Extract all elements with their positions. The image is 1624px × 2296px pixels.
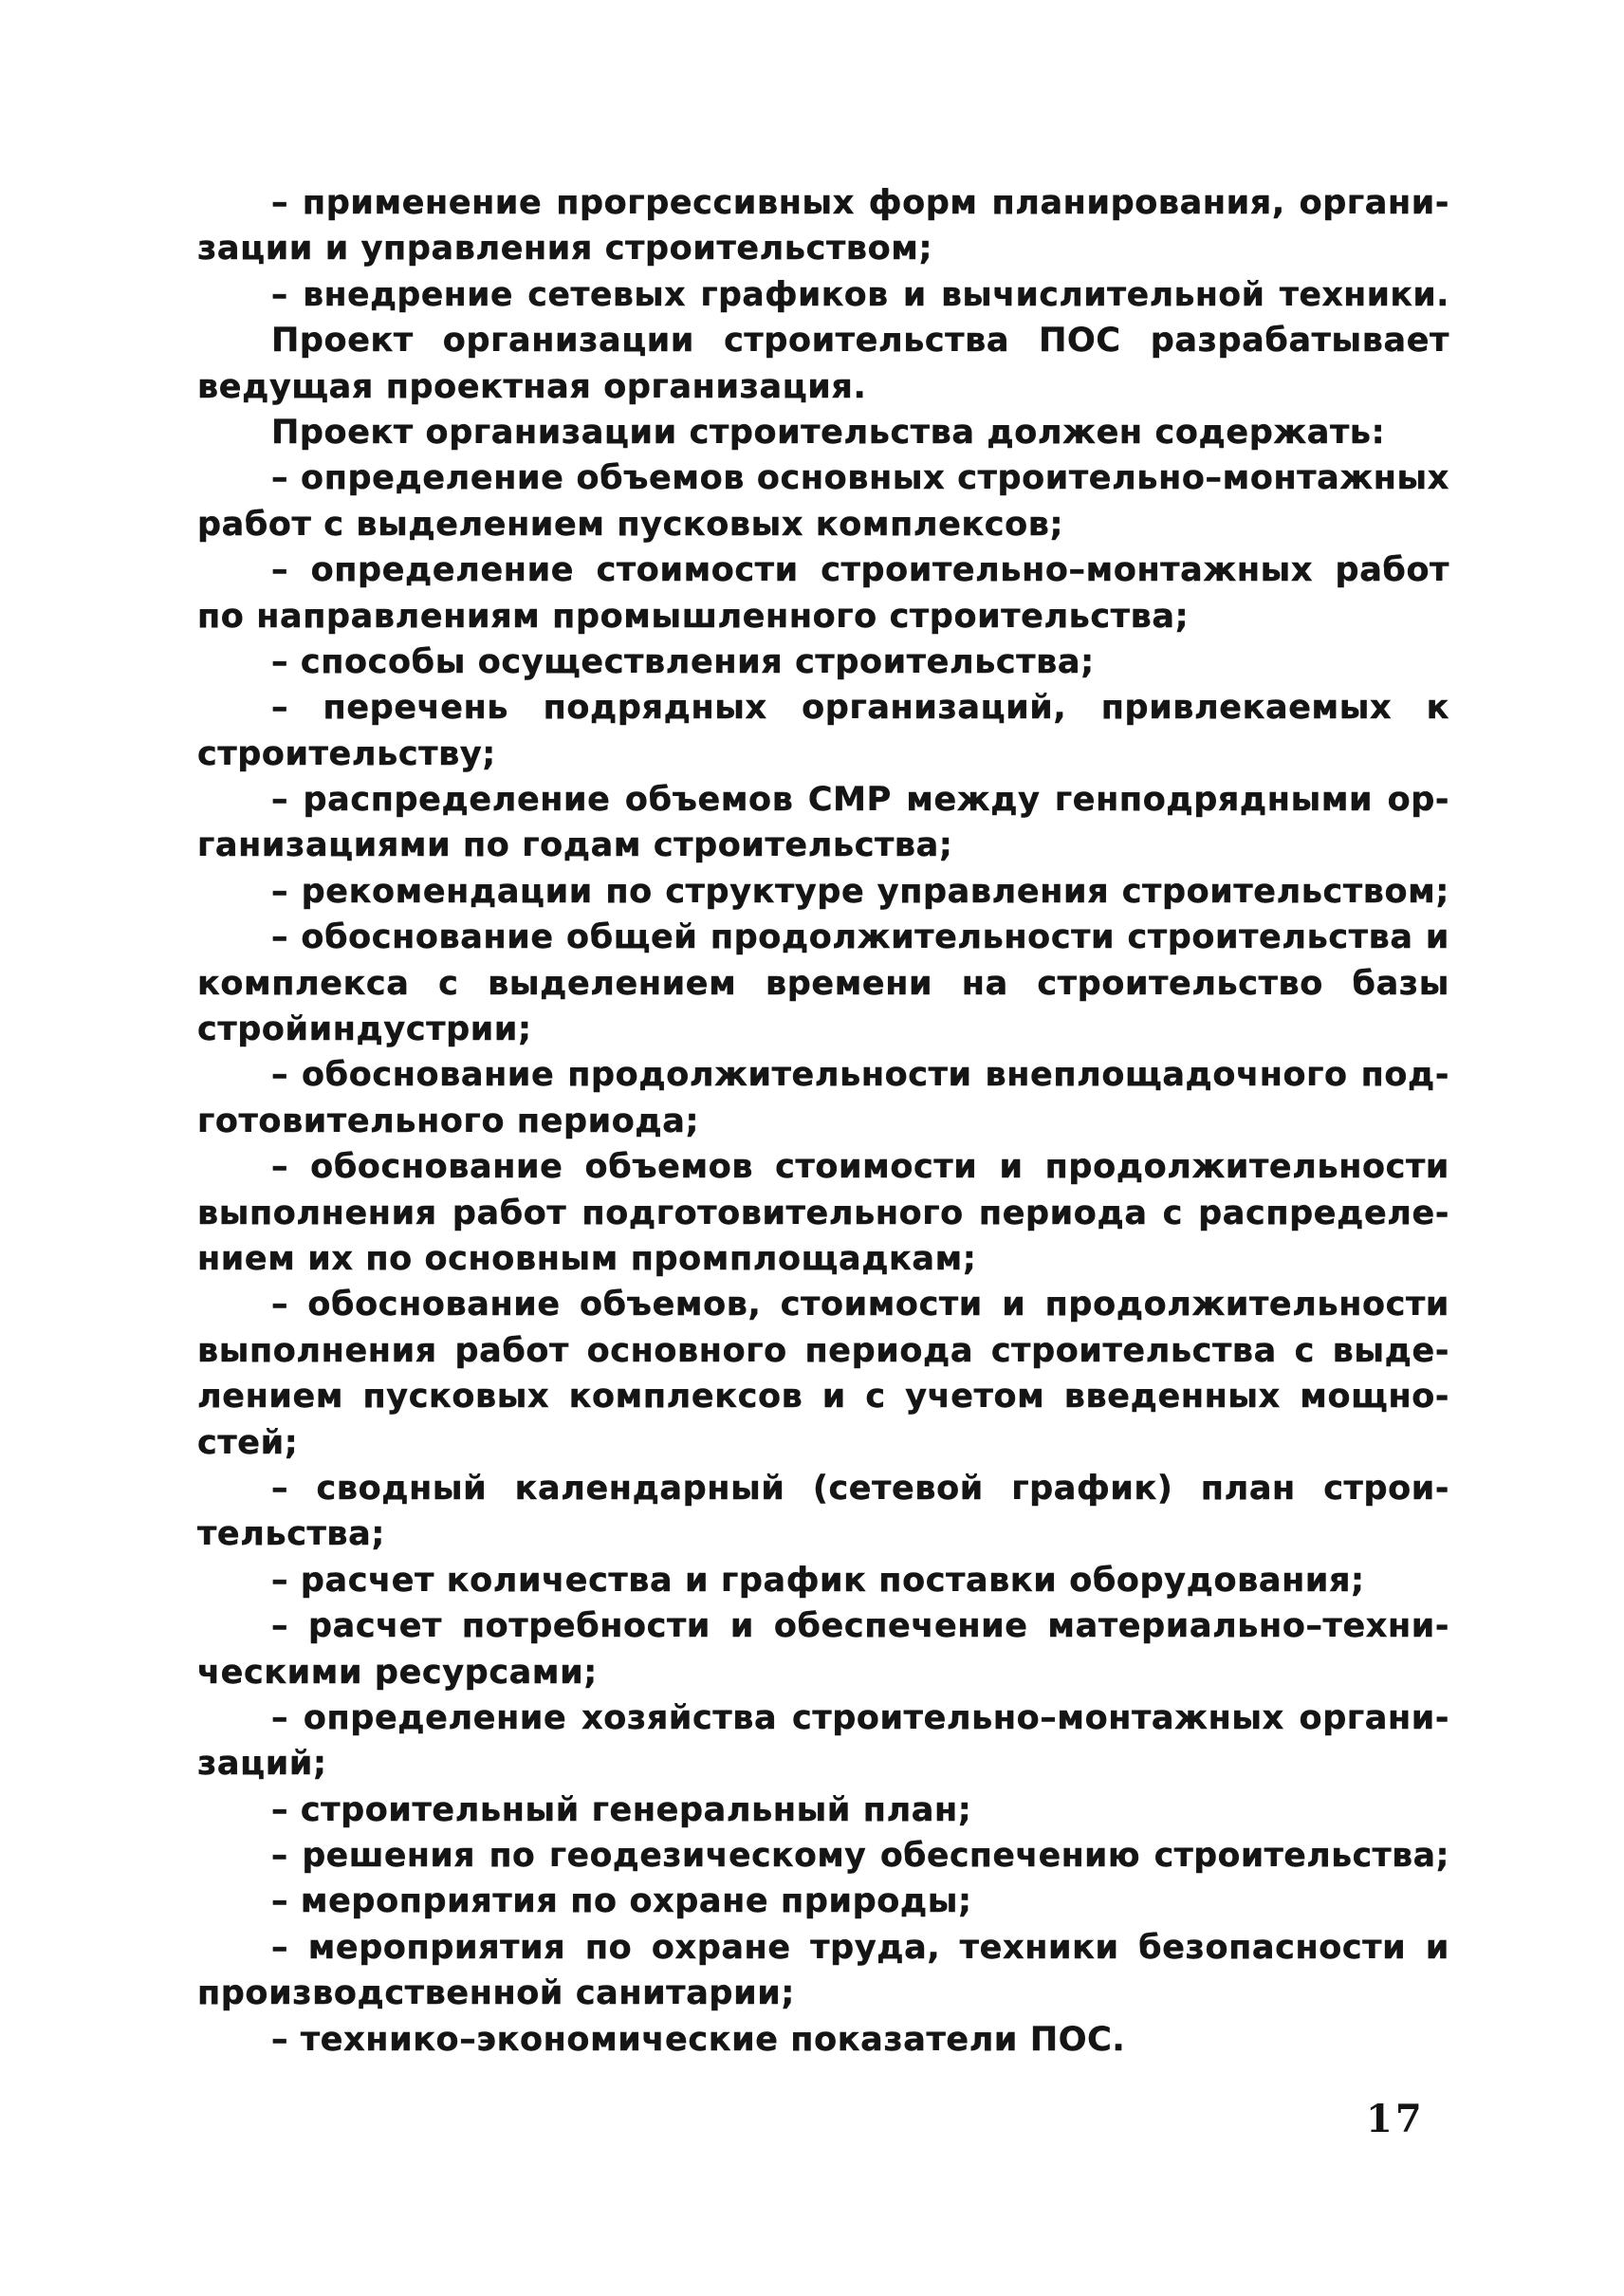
text-line: – строительный генеральный план;	[271, 1790, 972, 1829]
text-line: – мероприятия по охране природы;	[271, 1882, 972, 1921]
text-line: производственной санитарии;	[197, 1974, 795, 2013]
text-line: строительству;	[197, 734, 496, 773]
text-line: – обоснование продолжительности внеплощадочного под-	[271, 1056, 1449, 1095]
text-line: – обоснование объемов, стоимости и продолжительности	[271, 1286, 1449, 1324]
page-number: 17	[1366, 2097, 1425, 2141]
text-line: лением пусковых комплексов и с учетом введенных мощно-	[197, 1378, 1449, 1416]
text-line: – перечень подрядных организаций, привлекаемых к	[271, 689, 1449, 728]
text-line: – определение объемов основных строительно–монтажных	[271, 459, 1449, 498]
text-line: Проект организации строительства должен содержать:	[271, 413, 1386, 452]
text-line: – способы осуществления строительства;	[271, 642, 1095, 681]
text-line: работ с выделением пусковых комплексов;	[197, 505, 1064, 544]
text-line: – расчет потребности и обеспечение материально–техни-	[271, 1607, 1449, 1646]
text-line: ческими ресурсами;	[197, 1653, 598, 1692]
text-line: – применение прогрессивных форм планирования, органи-	[271, 184, 1449, 222]
text-line: ведущая проектная организация.	[197, 367, 867, 406]
text-line: зации и управления строительством;	[197, 230, 933, 268]
text-line: выполнения работ подготовительного периода с распределе-	[197, 1194, 1449, 1232]
text-line: – решения по геодезическому обеспечению строительства;	[271, 1837, 1449, 1876]
text-line: – рекомендации по структуре управления строительством;	[271, 872, 1449, 911]
text-line: нием их по основным промплощадкам;	[197, 1239, 977, 1278]
text-line: – обоснование объемов стоимости и продолжительности	[271, 1148, 1449, 1187]
text-line: – мероприятия по охране труда, техники безопасности и	[271, 1928, 1449, 1967]
text-line: – внедрение сетевых графиков и вычислительной техники.	[271, 275, 1449, 314]
text-line: готовительного периода;	[197, 1102, 700, 1140]
text-line: заций;	[197, 1745, 327, 1784]
text-line: – сводный календарный (сетевой график) план строи-	[271, 1469, 1449, 1508]
text-line: – определение стоимости строительно–монтажных работ	[271, 551, 1449, 590]
text-line: стройиндустрии;	[197, 1010, 532, 1049]
body-text	[197, 180, 1449, 2063]
text-line: – обоснование общей продолжительности строительства и	[271, 918, 1449, 957]
text-line: – технико–экономические показатели ПОС.	[271, 2020, 1126, 2059]
text-line: – определение хозяйства строительно–монтажных органи-	[271, 1698, 1449, 1737]
text-line: комплекса с выделением времени на строительство базы	[197, 964, 1449, 1003]
text-line: стей;	[197, 1423, 299, 1462]
text-line: выполнения работ основного периода строительства с выде-	[197, 1331, 1449, 1370]
text-line: – распределение объемов СМР между генподрядными ор-	[271, 781, 1449, 820]
text-line: Проект организации строительства ПОС разрабатывает	[271, 322, 1449, 361]
text-line: тельства;	[197, 1515, 385, 1554]
text-line: – расчет количества и график поставки оборудования;	[271, 1561, 1365, 1600]
text-line: ганизациями по годам строительства;	[197, 826, 953, 865]
text-line: по направлениям промышленного строительства;	[197, 597, 1190, 636]
